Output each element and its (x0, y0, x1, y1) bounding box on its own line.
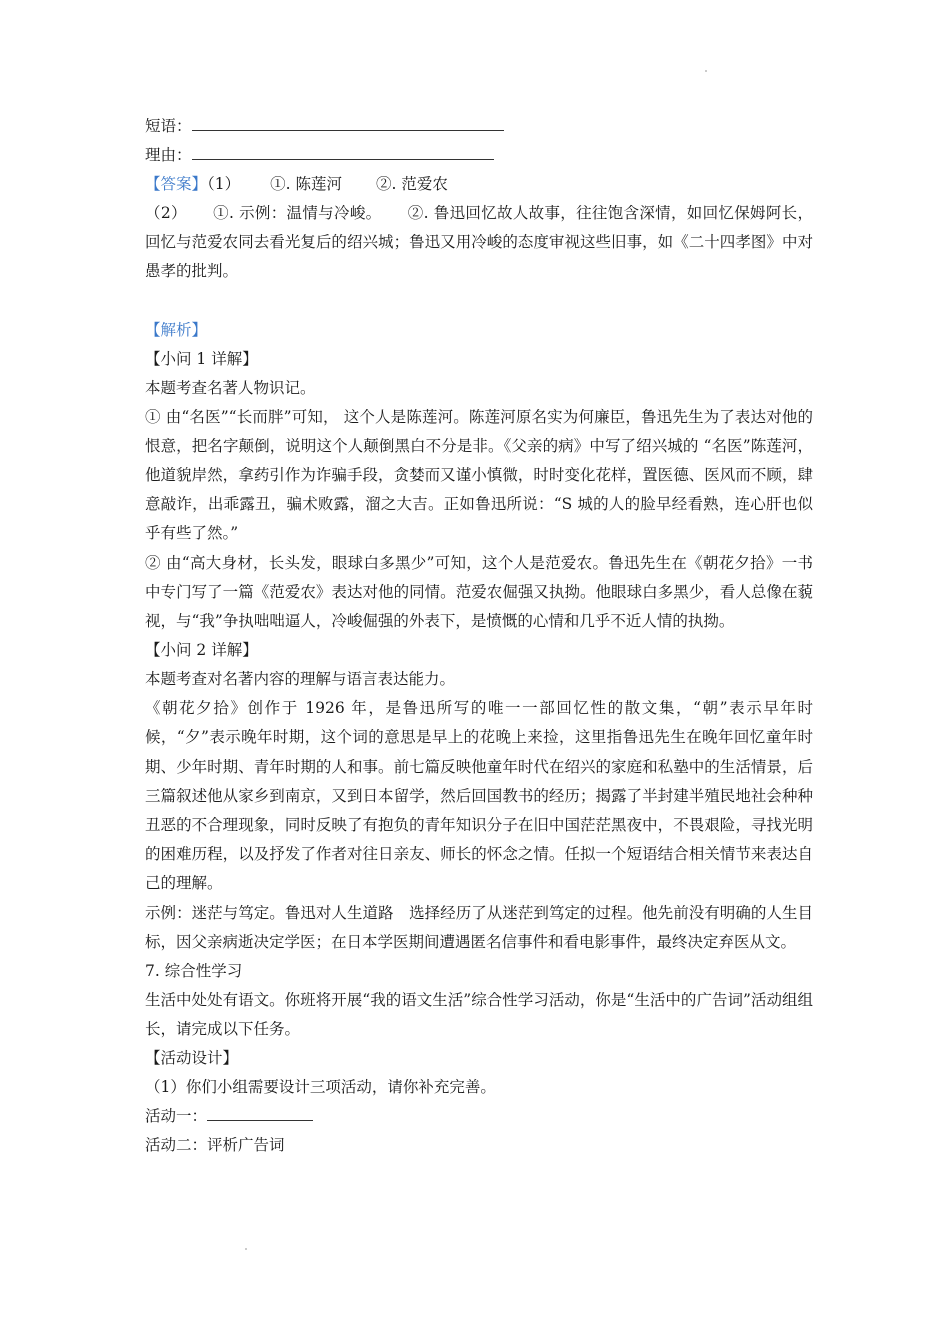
answer-tag: 【答案】 (145, 175, 208, 193)
answer-q1-line (145, 170, 813, 199)
reason-line (145, 141, 813, 170)
short-phrase-blank (192, 116, 504, 131)
sub2-paragraph-1: 《朝花夕拾》创作于 1926 年，是鲁迅所写的唯一一部回忆性的散文集，“朝”表示早年时候，“夕”表示晚年时期，这个词的意思是早上的花晚上来捡，这里指鲁迅先生在晚年回忆童年时期、少年时期、青年时期的人和事。前七篇反映他童年时代在绍兴的家庭和私塾中的生活情景，后三篇叙述他从家乡到南京，又到日本留学，然后回国教书的经历；揭露了半封建半殖民地社会种种丑恶的不合理现象，同时反映了有抱负的青年知识分子在旧中国茫茫黑夜中，不畏艰险，寻找光明的困难历程，以及抒发了作者对往日亲友、师长的怀念之情。任拟一个短语结合相关情节来表达自己的理解。 (145, 699, 813, 893)
scan-speck (245, 1248, 247, 1250)
answer-q2-para (145, 199, 813, 287)
reason-blank (192, 145, 494, 160)
reason-label: 理由： (145, 146, 192, 164)
activity-1-blank (207, 1106, 313, 1121)
q7-title: 7. 综合性学习 (145, 962, 243, 981)
answer-q2-a: ①. 示例：温情与冷峻。 (212, 204, 382, 222)
short-phrase-line (145, 112, 813, 141)
activity-2-line: 活动二：评析广告词 (145, 1136, 285, 1155)
sub1-intro: 本题考查名著人物识记。 (145, 378, 316, 397)
analysis-tag: 【解析】 (145, 320, 208, 339)
activity-1-label: 活动一： (145, 1107, 208, 1126)
q7-intro: 生活中处处有语文。你班将开展“我的语文生活”综合性学习活动，你是“生活中的广告词”活动组组长，请完成以下任务。 (145, 991, 813, 1039)
sub1-paragraph-1: ① 由“名医”“长而胖”可知， 这个人是陈莲河。陈莲河原名实为何廉臣，鲁迅先生为了表达对他的恨意，把名字颠倒，说明这个人颠倒黑白不分是非。《父亲的病》中写了绍兴城的 “名医”陈莲河，他道貌岸然，拿药引作为诈骗手段，贪婪而又谨小慎微，时时变化花样，置医德、医风而不顾，肆意敲诈，出乖露丑，骗术败露，溜之大吉。正如鲁迅所说：“S 城的人的脸早经看熟，连心肝也似乎有些了然。” (145, 407, 813, 543)
answer-q1-b: ②. 范爱农 (376, 175, 448, 193)
sub2-intro: 本题考查对名著内容的理解与语言表达能力。 (145, 670, 456, 689)
sub2-title: 【小问 2 详解】 (145, 641, 258, 660)
answer-q1-a: ①. 陈莲河 (270, 175, 342, 193)
answer-q1-prefix: （1） (207, 175, 241, 193)
sub1-paragraph-2: ② 由“高大身材，长头发，眼球白多黑少”可知，这个人是范爱农。鲁迅先生在《朝花夕拾》一书中专门写了一篇《范爱农》表达对他的同情。范爱农倔强又执拗。他眼球白多黑少，看人总像在藐视，与“我”争执咄咄逼人，冷峻倔强的外表下，是愤慨的心情和几乎不近人情的执拗。 (145, 553, 813, 631)
sub2-example: 示例：迷茫与笃定。鲁迅对人生道路 选择经历了从迷茫到笃定的过程。他先前没有明确的人生目标，因父亲病逝决定学医；在日本学医期间遭遇匿名信事件和看电影事件，最终决定弃医从文。 (145, 903, 813, 951)
short-phrase-label: 短语： (145, 117, 192, 135)
answer-q2-b: ②. 鲁迅回忆故人故事，往往饱含深情，如回忆保姆阿长，回忆与范爱农同去看光复后的绍兴城；鲁迅又用冷峻的态度审视这些旧事，如《二十四孝图》中对愚孝的批判。 (145, 204, 813, 281)
activity-design-tag: 【活动设计】 (145, 1049, 239, 1068)
scan-speck (705, 70, 707, 72)
sub1-title: 【小问 1 详解】 (145, 349, 258, 368)
answer-q2-prefix: （2） (145, 204, 187, 222)
q7-task-1: （1）你们小组需要设计三项活动，请你补充完善。 (145, 1078, 496, 1097)
document-body (145, 112, 813, 1160)
activity-1-line (145, 1102, 813, 1131)
